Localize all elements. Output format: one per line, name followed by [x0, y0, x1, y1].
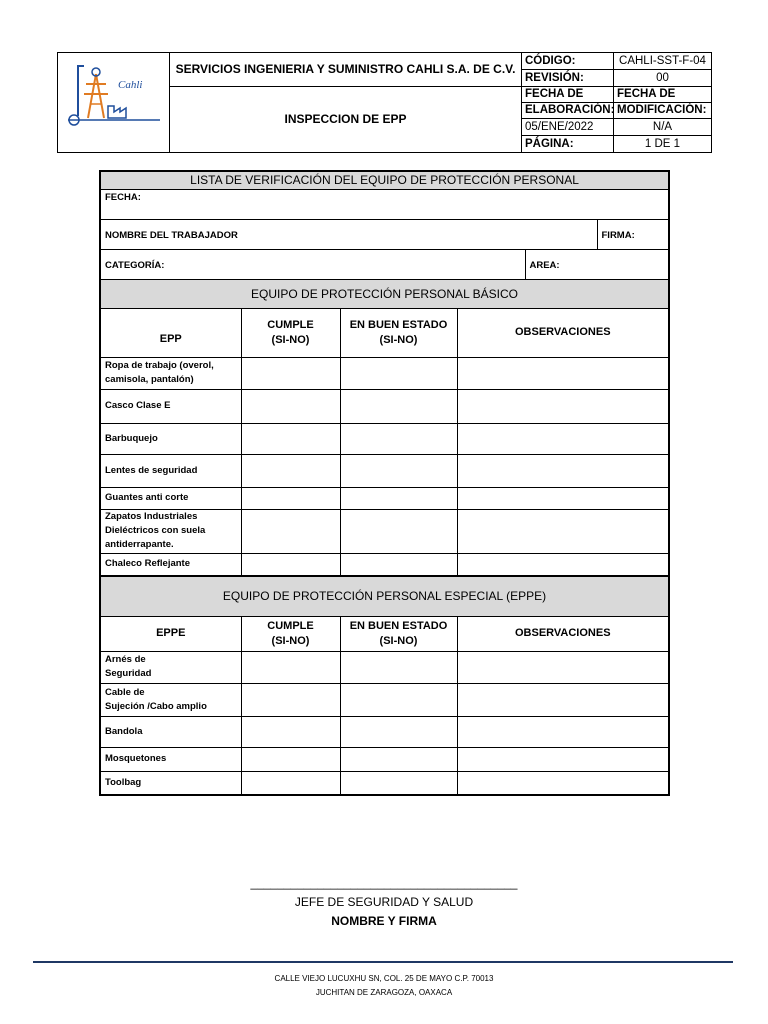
table-row	[100, 357, 669, 389]
estado-cell[interactable]	[340, 553, 457, 576]
observaciones-cell[interactable]	[457, 553, 669, 576]
document-title: INSPECCION DE EPP	[170, 87, 522, 153]
observaciones-cell[interactable]	[457, 454, 669, 487]
cumple-cell[interactable]	[241, 423, 340, 454]
observaciones-cell[interactable]	[457, 747, 669, 771]
observaciones-cell[interactable]	[457, 716, 669, 747]
observaciones-cell[interactable]	[457, 771, 669, 795]
cumple-cell[interactable]	[241, 357, 340, 389]
item-cable	[100, 683, 241, 716]
mod-label-1: FECHA DE	[614, 87, 712, 103]
fecha-field[interactable]: FECHA:	[100, 189, 669, 219]
col-estado	[340, 308, 457, 357]
area-field[interactable]: AREA:	[525, 249, 669, 279]
cumple-cell[interactable]	[241, 389, 340, 423]
col-cumple-line1: CUMPLE	[267, 318, 314, 331]
cumple-cell[interactable]	[241, 747, 340, 771]
item-line: Ropa de trabajo (overol,	[105, 360, 214, 371]
form-title: LISTA DE VERIFICACIÓN DEL EQUIPO DE PROTECCIÓN PERSONAL	[100, 171, 669, 189]
codigo-value: CAHLI-SST-F-04	[614, 53, 712, 70]
item-line: Arnés de	[105, 654, 146, 665]
elab-label-1: FECHA DE	[522, 87, 614, 103]
item-line: Cable de	[105, 686, 145, 698]
col-cumple-line2: (SI-NO)	[271, 634, 310, 647]
company-logo	[58, 53, 170, 153]
footer-address-line1: CALLE VIEJO LUCUXHU SN, COL. 25 DE MAYO C.P. 70013	[274, 974, 494, 983]
cumple-cell[interactable]	[241, 716, 340, 747]
item-casco: Casco Clase E	[100, 389, 241, 423]
cumple-cell[interactable]	[241, 771, 340, 795]
item-toolbag: Toolbag	[100, 771, 241, 795]
col-eppe: EPPE	[100, 616, 241, 651]
pagina-label: PÁGINA:	[522, 136, 614, 153]
nombre-trabajador-field[interactable]: NOMBRE DEL TRABAJADOR	[100, 219, 597, 249]
revision-value: 00	[614, 70, 712, 87]
item-line: Dieléctricos con suela	[105, 525, 206, 536]
logo-text: Cahli	[117, 79, 142, 91]
revision-label: REVISIÓN:	[522, 70, 614, 87]
firma-field[interactable]: FIRMA:	[597, 219, 669, 249]
cumple-cell[interactable]	[241, 487, 340, 509]
col-cumple	[241, 616, 340, 651]
table-row	[100, 389, 669, 423]
estado-cell[interactable]	[340, 423, 457, 454]
col-estado	[340, 616, 457, 651]
cumple-cell[interactable]	[241, 651, 340, 683]
item-ropa	[100, 357, 241, 389]
cumple-cell[interactable]	[241, 454, 340, 487]
item-line: Sujeción /Cabo amplio	[105, 700, 207, 712]
item-barbuquejo: Barbuquejo	[100, 423, 241, 454]
mod-label-2: MODIFICACIÓN:	[614, 103, 712, 119]
observaciones-cell[interactable]	[457, 487, 669, 509]
company-name: SERVICIOS INGENIERIA Y SUMINISTRO CAHLI S.A. DE C.V.	[170, 53, 522, 87]
cumple-cell[interactable]	[241, 553, 340, 576]
item-guantes: Guantes anti corte	[100, 487, 241, 509]
observaciones-cell[interactable]	[457, 651, 669, 683]
estado-cell[interactable]	[340, 683, 457, 716]
elab-value: 05/ENE/2022	[522, 119, 614, 136]
col-epp: EPP	[100, 308, 241, 357]
estado-cell[interactable]	[340, 454, 457, 487]
table-row	[100, 683, 669, 716]
col-observaciones: OBSERVACIONES	[457, 308, 669, 357]
estado-cell[interactable]	[340, 389, 457, 423]
pagina-value: 1 DE 1	[614, 136, 712, 153]
table-row	[100, 509, 669, 553]
estado-cell[interactable]	[340, 747, 457, 771]
estado-cell[interactable]	[340, 771, 457, 795]
col-cumple-line1: CUMPLE	[267, 619, 314, 632]
item-chaleco: Chaleco Reflejante	[100, 553, 241, 576]
item-bandola: Bandola	[100, 716, 241, 747]
col-observaciones: OBSERVACIONES	[457, 616, 669, 651]
observaciones-cell[interactable]	[457, 357, 669, 389]
footer-address-line2: JUCHITAN DE ZARAGOZA, OAXACA	[315, 988, 453, 997]
item-arnes	[100, 651, 241, 683]
col-estado-line2: (SI-NO)	[379, 634, 418, 647]
col-estado-line1: EN BUEN ESTADO	[349, 318, 448, 331]
item-mosquetones: Mosquetones	[100, 747, 241, 771]
table-row	[100, 454, 669, 487]
document-header	[57, 52, 712, 153]
estado-cell[interactable]	[340, 509, 457, 553]
table-row	[100, 747, 669, 771]
col-estado-line1: EN BUEN ESTADO	[349, 619, 448, 632]
observaciones-cell[interactable]	[457, 509, 669, 553]
codigo-label: CÓDIGO:	[522, 53, 614, 70]
mod-value: N/A	[614, 119, 712, 136]
epp-checklist	[99, 170, 670, 796]
item-line: Zapatos Industriales	[105, 511, 198, 522]
special-section-title: EQUIPO DE PROTECCIÓN PERSONAL ESPECIAL (EPPE)	[100, 576, 669, 616]
elab-label-2: ELABORACIÓN:	[522, 103, 614, 119]
signature-line: ________________________________________	[250, 876, 518, 890]
item-line: camisola, pantalón)	[105, 374, 194, 385]
categoria-field[interactable]: CATEGORÍA:	[100, 249, 525, 279]
cumple-cell[interactable]	[241, 683, 340, 716]
table-row	[100, 487, 669, 509]
signature-caption: NOMBRE Y FIRMA	[331, 914, 437, 928]
special-column-headers	[100, 616, 669, 651]
item-zapatos	[100, 509, 241, 553]
table-row	[100, 771, 669, 795]
table-row	[100, 651, 669, 683]
table-row	[100, 423, 669, 454]
logo-tower-icon	[64, 60, 164, 140]
table-row	[100, 553, 669, 576]
signature-role: JEFE DE SEGURIDAD Y SALUD	[294, 895, 474, 909]
observaciones-cell[interactable]	[457, 683, 669, 716]
estado-cell[interactable]	[340, 487, 457, 509]
estado-cell[interactable]	[340, 651, 457, 683]
item-line: Seguridad	[105, 668, 152, 679]
estado-cell[interactable]	[340, 357, 457, 389]
footer-rule	[33, 961, 733, 963]
item-line: antiderrapante.	[105, 539, 174, 550]
col-estado-line2: (SI-NO)	[379, 333, 418, 346]
estado-cell[interactable]	[340, 716, 457, 747]
table-row	[100, 716, 669, 747]
observaciones-cell[interactable]	[457, 389, 669, 423]
basic-section-title: EQUIPO DE PROTECCIÓN PERSONAL BÁSICO	[100, 279, 669, 308]
col-cumple-line2: (SI-NO)	[271, 333, 310, 346]
basic-column-headers	[100, 308, 669, 357]
observaciones-cell[interactable]	[457, 423, 669, 454]
cumple-cell[interactable]	[241, 509, 340, 553]
item-lentes: Lentes de seguridad	[100, 454, 241, 487]
col-cumple	[241, 308, 340, 357]
